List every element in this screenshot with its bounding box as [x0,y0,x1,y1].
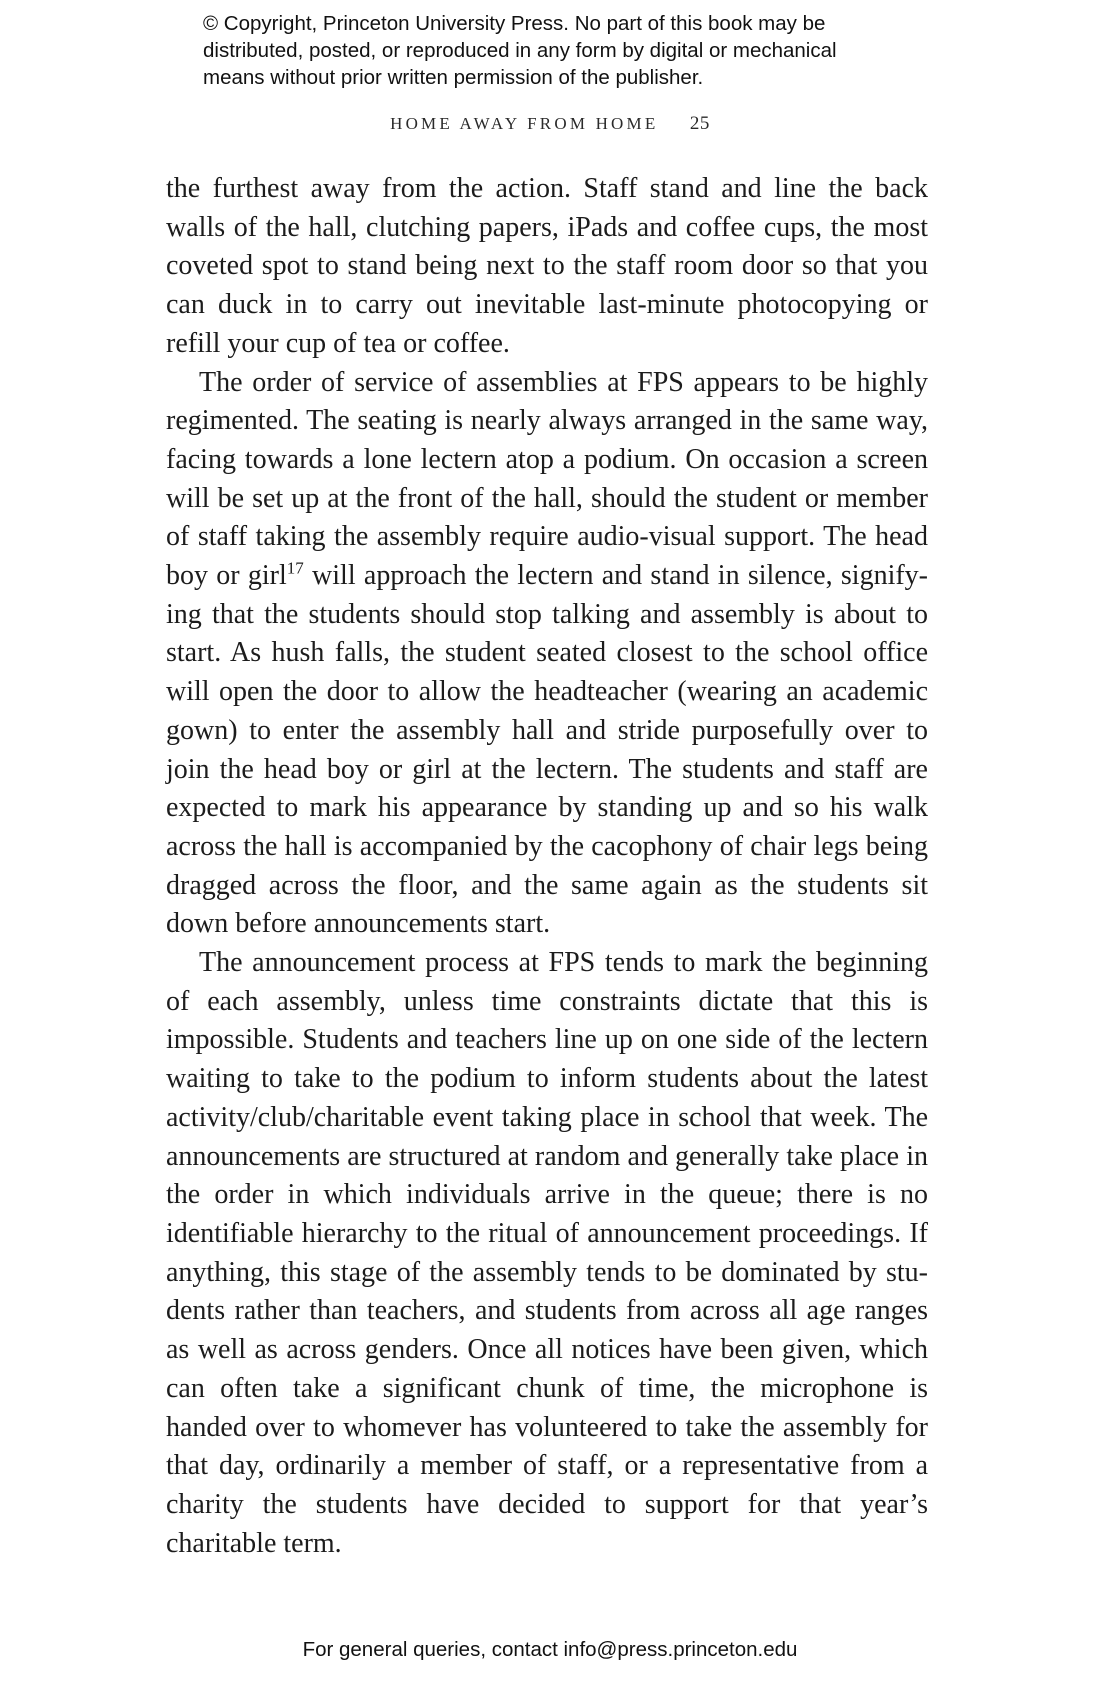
footnote-reference: 17 [286,558,304,578]
copyright-line: means without prior written permission of the publisher. [203,66,704,89]
running-head [0,113,1100,135]
body-text [166,170,928,1563]
copyright-line: distributed, posted, or reproduced in any form by digital or mechanical [203,39,837,62]
copyright-line: © Copyright, Princeton University Press. No part of this book may be [203,12,826,35]
paragraph-text: will approach the lectern and stand in silence, signifying that the students should stop talking and assembly is about to start. As hush falls, the student seated closest to the school office will open the door to allow the headteacher (wearing an academic gown) to enter the assembly hall and stride purposefully over to join the head boy or girl at the lectern. The students and staff are expected to mark his appearance by standing up and so his walk across the hall is accompanied by the cacophony of chair legs being dragged across the floor, and the same again as the students sit down before announcements start. [166,560,928,940]
page-number: 25 [689,113,710,134]
paragraph: The announcement process at FPS tends to mark the beginning of each assembly, unless time constraints dictate that this is impossible. Students and teachers line up on one side of the lectern waiting to take to the podium to inform students about the latest activity/club/charitable event taking place in school that week. The announcements are structured at random and generally take place in the order in which individuals arrive in the queue; there is no identifiable hierarchy to the ritual of announcement proceedings. If anything, this stage of the assembly tends to be dominated by students rather than teachers, and students from across all age ranges as well as across genders. Once all notices have been given, which can often take a significant chunk of time, the microphone is handed over to whomever has volunteered to take the assembly for that day, ordinarily a member of staff, or a representative from a charity the students have decided to support for that year’s charitable term. [166,947,928,1559]
copyright-notice [203,10,923,91]
paragraph-text: The order of service of assemblies at FPS appears to be highly regimented. The seating is nearly always arranged in the same way, facing towards a lone lectern atop a podium. On occasion a screen will be set up at the front of the hall, should the student or member of staff taking the assembly require audio-visual support. The head boy or girl [166,366,928,592]
footer-contact: For general queries, contact info@press.princeton.edu [302,1638,798,1661]
paragraph [166,364,928,945]
running-head-title: HOME AWAY FROM HOME [390,114,659,133]
paragraph: the furthest away from the action. Staff stand and line the back walls of the hall, clutching papers, iPads and coffee cups, the most coveted spot to stand being next to the staff room door so that you can duck in to carry out inevitable last-minute photocopying or refill your cup of tea or coffee. [166,173,928,359]
